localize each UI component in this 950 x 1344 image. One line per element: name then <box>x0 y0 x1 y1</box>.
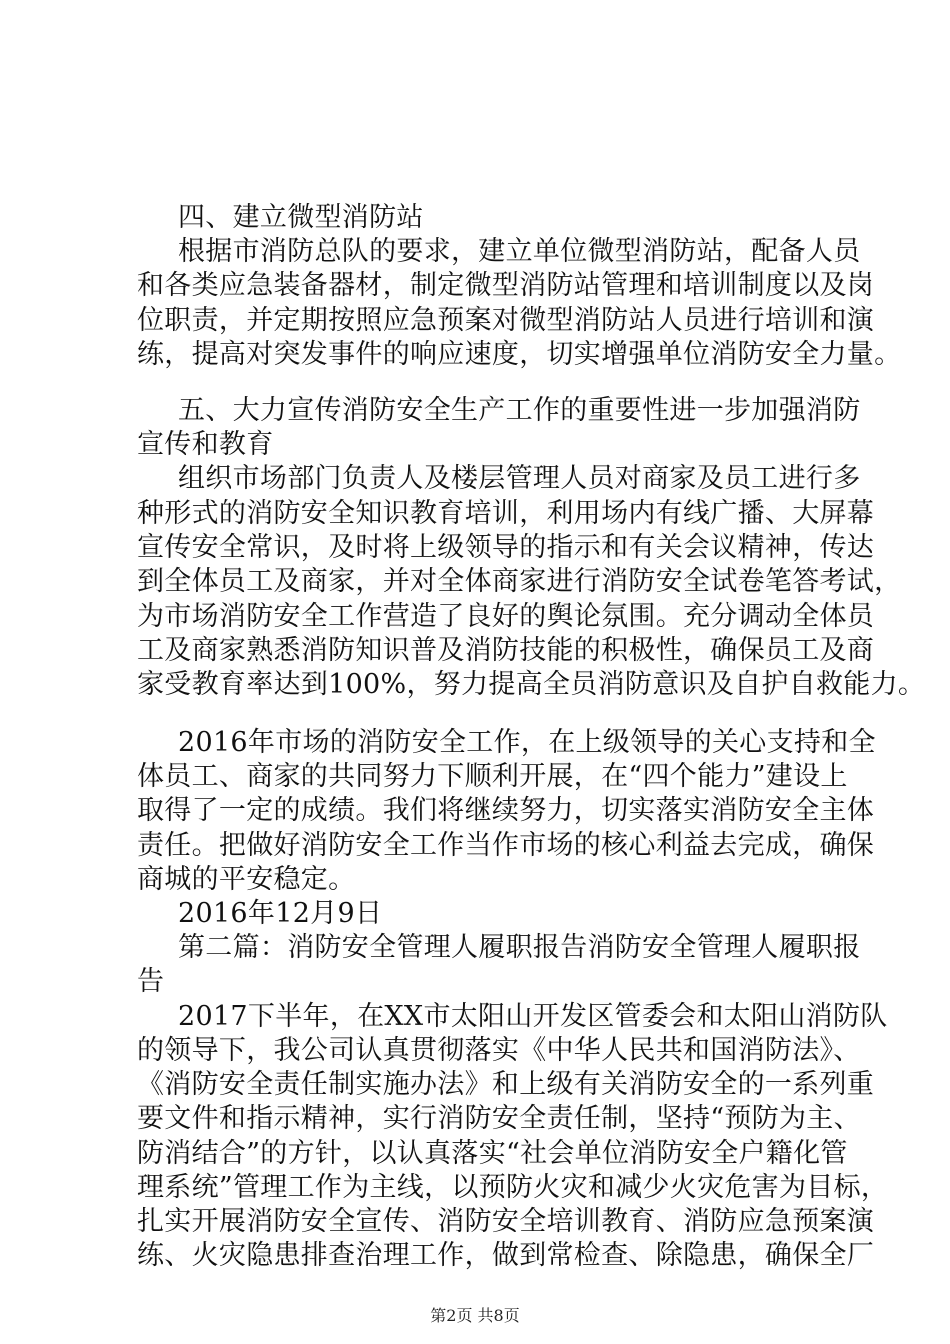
paragraph-line: 种形式的消防安全知识教育培训，利用场内有线广播、大屏幕 <box>137 498 875 529</box>
section-heading: 五、大力宣传消防安全生产工作的重要性进一步加强消防 <box>178 395 861 426</box>
paragraph-line: 防消结合”的方针，以认真落实“社会单位消防安全户籍化管 <box>137 1138 848 1169</box>
paragraph-line: 扎实开展消防安全宣传、消防安全培训教育、消防应急预案演 <box>137 1206 875 1237</box>
page-indicator: 第2页 共8页 <box>430 1306 520 1325</box>
paragraph-line: 工及商家熟悉消防知识普及消防技能的积极性，确保员工及商 <box>137 635 875 666</box>
section-heading-continued: 宣传和教育 <box>137 429 274 460</box>
paragraph-line: 组织市场部门负责人及楼层管理人员对商家及员工进行多 <box>178 463 861 494</box>
article-title-continued: 告 <box>137 966 165 997</box>
article-title: 第二篇：消防安全管理人履职报告消防安全管理人履职报 <box>178 932 861 963</box>
paragraph-line: 商城的平安稳定。 <box>137 864 356 895</box>
paragraph-line: 《消防安全责任制实施办法》和上级有关消防安全的一系列重 <box>137 1069 875 1100</box>
paragraph-line: 练、火灾隐患排查治理工作，做到常检查、除隐患，确保全厂 <box>137 1240 875 1271</box>
paragraph-line: 位职责，并定期按照应急预案对微型消防站人员进行培训和演 <box>137 305 875 336</box>
paragraph-line: 责任。把做好消防安全工作当作市场的核心利益去完成，确保 <box>137 830 875 861</box>
section-heading: 四、建立微型消防站 <box>178 202 424 233</box>
date-line: 2016年12月9日 <box>178 898 383 929</box>
paragraph-line: 2016年市场的消防安全工作，在上级领导的关心支持和全 <box>178 727 876 758</box>
paragraph-line: 为市场消防安全工作营造了良好的舆论氛围。充分调动全体员 <box>137 601 875 632</box>
paragraph-line: 理系统”管理工作为主线，以预防火灾和减少火灾危害为目标， <box>137 1172 889 1203</box>
paragraph-line: 和各类应急装备器材，制定微型消防站管理和培训制度以及岗 <box>137 270 875 301</box>
paragraph-line: 体员工、商家的共同努力下顺利开展，在“四个能力”建设上 <box>137 761 848 792</box>
paragraph-line: 根据市消防总队的要求，建立单位微型消防站，配备人员 <box>178 236 861 267</box>
paragraph-line: 2017下半年，在XX市太阳山开发区管委会和太阳山消防队 <box>178 1001 888 1032</box>
paragraph-line: 取得了一定的成绩。我们将继续努力，切实落实消防安全主体 <box>137 795 875 826</box>
paragraph-line: 宣传安全常识，及时将上级领导的指示和有关会议精神，传达 <box>137 532 875 563</box>
paragraph-line: 要文件和指示精神，实行消防安全责任制，坚持“预防为主、 <box>137 1103 861 1134</box>
paragraph-line: 家受教育率达到100%，努力提高全员消防意识及自护自救能力。 <box>137 669 926 700</box>
paragraph-line: 到全体员工及商家，并对全体商家进行消防安全试卷笔答考试， <box>137 566 902 597</box>
paragraph-line: 的领导下，我公司认真贯彻落实《中华人民共和国消防法》、 <box>137 1035 861 1066</box>
paragraph-line: 练，提高对突发事件的响应速度，切实增强单位消防安全力量。 <box>137 339 902 370</box>
